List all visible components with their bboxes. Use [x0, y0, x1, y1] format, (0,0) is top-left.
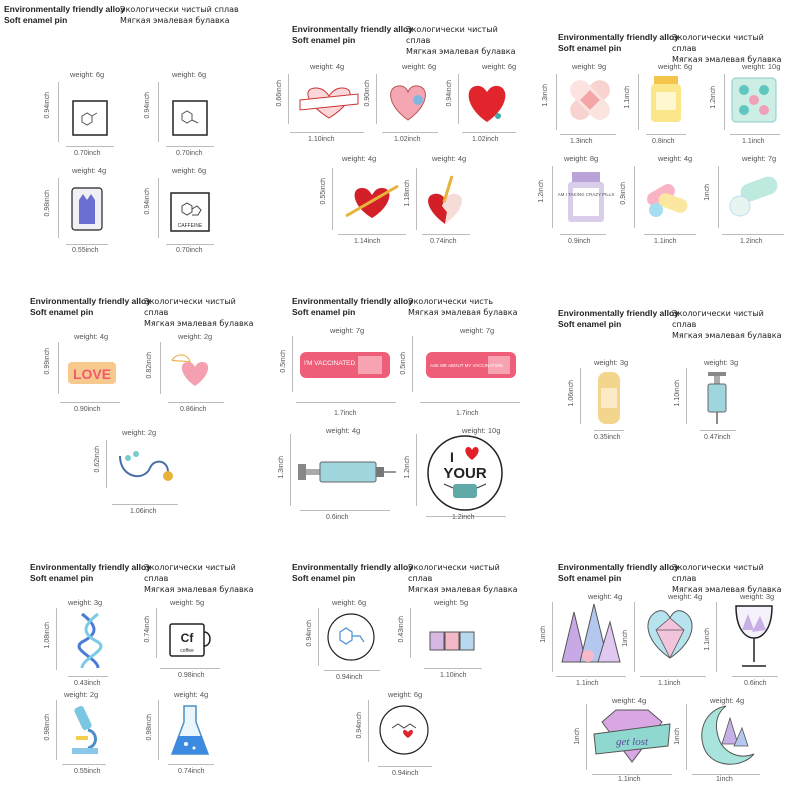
height-label: 0.98inch	[146, 714, 153, 741]
width-label: 0.94inch	[392, 770, 419, 777]
weight-label: weight: 10g	[742, 62, 781, 71]
width-dim-line	[60, 402, 120, 403]
weight-label: weight: 4g	[326, 426, 361, 435]
weight-label: weight: 4g	[612, 696, 647, 705]
height-label: 0.90inch	[364, 80, 371, 107]
height-dim-line	[686, 704, 687, 770]
height-dim-line	[58, 82, 59, 142]
stethoscope-icon	[114, 448, 176, 486]
height-dim-line	[416, 168, 417, 230]
svg-text:CAFFEINE: CAFFEINE	[177, 223, 203, 229]
weight-label: weight: 3g	[68, 598, 103, 607]
height-dim-line	[412, 336, 413, 392]
height-label: 0.43inch	[398, 616, 405, 643]
width-dim-line	[168, 764, 214, 765]
height-dim-line	[158, 82, 159, 142]
height-dim-line	[458, 74, 459, 124]
weight-label: weight: 3g	[594, 358, 629, 367]
height-label: 1inch	[540, 626, 547, 643]
height-dim-line	[634, 602, 635, 672]
panel-header-en: Environmentally friendly alloy Soft enamel pin	[292, 562, 413, 583]
product-panel-7	[0, 536, 254, 790]
height-label: 0.94inch	[356, 712, 363, 739]
width-dim-line	[66, 146, 114, 147]
height-dim-line	[106, 440, 107, 488]
panel-header-ru: Экологически чистый сплав Мягкая эмалевая булавка	[408, 563, 518, 594]
width-dim-line	[560, 234, 606, 235]
width-dim-line	[324, 670, 380, 671]
height-dim-line	[158, 178, 159, 238]
width-dim-line	[382, 132, 438, 133]
molecule-heart-icon	[378, 704, 430, 756]
width-dim-line	[68, 676, 108, 677]
flask-icon	[170, 704, 210, 758]
height-dim-line	[580, 368, 581, 424]
svg-text:I: I	[450, 449, 454, 465]
height-dim-line	[318, 608, 319, 666]
width-dim-line	[730, 134, 780, 135]
dna-icon	[76, 612, 104, 670]
product-panel-2	[266, 0, 520, 254]
crystal-cluster-icon	[558, 602, 622, 668]
height-label: 0.94inch	[306, 620, 313, 647]
capsule-icon	[726, 176, 782, 220]
pill-bottle-icon	[648, 74, 684, 124]
width-label: 0.70inch	[74, 150, 101, 157]
width-dim-line	[420, 402, 520, 403]
panel-header-en: Environmentally friendly alloy Soft enamel pin	[558, 32, 679, 53]
weight-label: weight: 4g	[310, 62, 345, 71]
syringe-icon	[296, 456, 396, 488]
weight-label: weight: 6g	[658, 62, 693, 71]
height-label: 0.94inch	[144, 92, 151, 119]
width-dim-line	[732, 676, 778, 677]
coffee-cup-icon	[166, 622, 214, 658]
product-panel-5	[270, 270, 524, 524]
height-dim-line	[552, 602, 553, 672]
vaccinated-bandage-icon	[298, 350, 392, 380]
weight-label: weight: 4g	[588, 592, 623, 601]
weight-label: weight: 7g	[330, 326, 365, 335]
width-label: 0.35inch	[594, 434, 621, 441]
width-label: 0.74inch	[178, 768, 205, 775]
height-label: 0.98inch	[44, 190, 51, 217]
width-label: 0.9inch	[568, 238, 591, 245]
width-label: 1.1inch	[576, 680, 599, 687]
winged-heart-icon	[170, 350, 220, 390]
small-bandage-icon	[596, 370, 622, 426]
crystal-moon-icon	[692, 704, 760, 768]
width-label: 0.43inch	[74, 680, 101, 687]
height-dim-line	[634, 166, 635, 228]
width-dim-line	[62, 764, 106, 765]
panel-header-en: Environmentally friendly alloy Soft enamel pin	[292, 24, 413, 45]
height-label: 1inch	[574, 728, 581, 745]
width-label: 0.55inch	[74, 768, 101, 775]
pill-jar-icon	[557, 170, 615, 224]
weight-label: weight: 2g	[64, 690, 99, 699]
height-label: 0.9inch	[620, 182, 627, 205]
width-label: 1.10inch	[440, 672, 467, 679]
width-label: 1.7inch	[456, 410, 479, 417]
height-dim-line	[416, 434, 417, 506]
weight-label: weight: 3g	[740, 592, 775, 601]
width-label: 0.74inch	[430, 238, 457, 245]
width-label: 1.02inch	[472, 136, 499, 143]
height-dim-line	[58, 342, 59, 394]
width-dim-line	[166, 244, 214, 245]
panel-header-en: Environmentally friendly alloy Soft enamel pin	[558, 562, 679, 583]
height-dim-line	[556, 74, 557, 130]
width-label: 1.10inch	[308, 136, 335, 143]
height-label: 1.2inch	[404, 456, 411, 479]
width-label: 1.2inch	[740, 238, 763, 245]
height-label: 0.62inch	[94, 446, 101, 473]
pink-heart-icon	[384, 80, 432, 124]
weight-label: weight: 6g	[332, 598, 367, 607]
panel-header-ru: Экологически чистый сплав Мягкая эмалевая булавка	[144, 563, 254, 594]
height-label: 0.74inch	[144, 616, 151, 643]
height-label: 1.2inch	[710, 86, 717, 109]
panel-header-ru: Экологически чистый сплав Мягкая эмалевая булавка	[672, 563, 782, 594]
panel-header-ru: Экологически чистый сплав Мягкая эмалевая булавка	[120, 5, 239, 25]
width-dim-line	[640, 676, 706, 677]
width-dim-line	[560, 134, 616, 135]
get-lost-diamond-icon	[592, 706, 672, 766]
width-label: 1.2inch	[452, 514, 475, 521]
molecule-frame-icon	[172, 100, 208, 136]
product-panel-6	[536, 270, 790, 524]
height-label: 1inch	[704, 184, 711, 201]
pills-icon	[642, 176, 692, 220]
weight-label: weight: 4g	[668, 592, 703, 601]
width-label: 1inch	[716, 776, 733, 783]
svg-text:YOUR: YOUR	[443, 465, 487, 482]
width-label: 0.47inch	[704, 434, 731, 441]
height-dim-line	[376, 74, 377, 124]
width-dim-line	[338, 234, 406, 235]
height-label: 0.99inch	[44, 348, 51, 375]
width-dim-line	[66, 244, 108, 245]
ask-vaccination-bandage-icon	[424, 350, 518, 380]
height-dim-line	[158, 700, 159, 760]
width-label: 0.70inch	[176, 247, 203, 254]
weight-label: weight: 6g	[482, 62, 517, 71]
panel-header-en: Environmentally friendly alloy Soft enamel pin	[30, 562, 151, 583]
product-panel-9	[536, 536, 790, 790]
width-dim-line	[168, 402, 224, 403]
panel-header-ru: Экологически чистый сплав Мягкая эмалевая булавка	[144, 297, 254, 328]
width-label: 0.98inch	[178, 672, 205, 679]
love-your-mask-icon	[426, 434, 504, 512]
height-label: 1.1inch	[704, 628, 711, 651]
height-label: 0.94inch	[44, 92, 51, 119]
width-label: 1.1inch	[742, 138, 765, 145]
ribbon-heart-icon	[296, 82, 362, 122]
panel-header-ru: Экологически чистый сплав Мягкая эмалевая булавка	[672, 33, 782, 64]
height-label: 0.55inch	[320, 178, 327, 205]
width-label: 0.55inch	[72, 247, 99, 254]
height-label: 1.3inch	[278, 456, 285, 479]
height-label: 1.3inch	[542, 84, 549, 107]
width-label: 0.86inch	[180, 406, 207, 413]
panel-header-en: Environmentally friendly alloy Soft enamel pin	[30, 296, 151, 317]
height-dim-line	[56, 608, 57, 670]
height-dim-line	[552, 166, 553, 228]
panel-header-ru: Экологически чисть Мягкая эмалевая булавка	[408, 297, 518, 317]
svg-text:Cf: Cf	[180, 631, 194, 645]
pill-pack-icon	[730, 76, 778, 124]
panel-header-en: Environmentally friendly alloy Soft enamel pin	[558, 308, 679, 329]
weight-label: weight: 6g	[402, 62, 437, 71]
weight-label: weight: 6g	[172, 70, 207, 79]
weight-label: weight: 5g	[434, 598, 469, 607]
height-label: 1inch	[674, 728, 681, 745]
weight-label: weight: 10g	[462, 426, 501, 435]
height-dim-line	[410, 608, 411, 658]
height-label: 0.66inch	[276, 80, 283, 107]
height-label: 0.82inch	[146, 352, 153, 379]
height-label: 1.1inch	[624, 86, 631, 109]
height-dim-line	[156, 608, 157, 658]
svg-text:LOVE: LOVE	[72, 366, 112, 382]
height-dim-line	[292, 336, 293, 392]
height-dim-line	[368, 700, 369, 762]
width-dim-line	[700, 430, 736, 431]
molecule-frame-icon	[72, 100, 108, 136]
width-dim-line	[422, 234, 470, 235]
height-label: 0.94inch	[144, 188, 151, 215]
width-dim-line	[644, 234, 696, 235]
weight-label: weight: 7g	[742, 154, 777, 163]
bandage-icon	[564, 74, 616, 126]
height-label: 1.06inch	[568, 380, 575, 407]
weight-label: weight: 9g	[572, 62, 607, 71]
height-label: 0.94inch	[446, 80, 453, 107]
element-blocks-icon	[428, 628, 478, 654]
height-dim-line	[686, 368, 687, 424]
width-dim-line	[296, 402, 396, 403]
width-label: 1.1inch	[658, 680, 681, 687]
panel-header-en: Environmentally friendly alloy Soft enamel pin	[4, 4, 125, 25]
height-label: 0.5inch	[400, 352, 407, 375]
width-dim-line	[166, 146, 214, 147]
height-label: 1inch	[622, 630, 629, 647]
broken-heart-icon	[422, 172, 468, 230]
caffeine-molecule-icon	[170, 192, 210, 232]
product-panel-1	[0, 0, 254, 254]
width-label: 0.94inch	[336, 674, 363, 681]
width-dim-line	[462, 132, 516, 133]
height-label: 0.98inch	[44, 714, 51, 741]
weight-label: weight: 6g	[388, 690, 423, 699]
weight-label: weight: 4g	[658, 154, 693, 163]
height-label: 1.18inch	[404, 180, 411, 207]
height-dim-line	[716, 602, 717, 672]
height-label: 1.2inch	[538, 180, 545, 203]
weight-label: weight: 6g	[172, 166, 207, 175]
panel-header-ru: Экологически чистый сплав Мягкая эмалевая булавка	[406, 25, 516, 56]
height-dim-line	[724, 74, 725, 130]
width-label: 1.02inch	[394, 136, 421, 143]
microscope-icon	[68, 702, 102, 758]
width-dim-line	[594, 430, 624, 431]
height-dim-line	[586, 704, 587, 770]
width-label: 0.90inch	[74, 406, 101, 413]
product-panel-3	[536, 0, 790, 254]
width-label: 1.06inch	[130, 508, 157, 515]
product-panel-8	[270, 536, 524, 790]
height-dim-line	[332, 168, 333, 230]
width-label: 0.6inch	[326, 514, 349, 521]
width-dim-line	[424, 668, 482, 669]
panel-header-en: Environmentally friendly alloy Soft enamel pin	[292, 296, 413, 317]
height-label: 1.10inch	[674, 380, 681, 407]
weight-label: weight: 5g	[170, 598, 205, 607]
heart-dagger-icon	[342, 180, 402, 222]
weight-label: weight: 6g	[70, 70, 105, 79]
width-label: 1.14inch	[354, 238, 381, 245]
small-syringe-icon	[702, 370, 732, 426]
weight-label: weight: 4g	[432, 154, 467, 163]
svg-text:I'M VACCINATED: I'M VACCINATED	[304, 360, 356, 367]
weight-label: weight: 4g	[72, 166, 107, 175]
height-dim-line	[160, 342, 161, 394]
weight-label: weight: 4g	[710, 696, 745, 705]
width-dim-line	[692, 774, 760, 775]
weight-label: weight: 2g	[178, 332, 213, 341]
width-dim-line	[300, 510, 390, 511]
svg-text:coffee: coffee	[180, 648, 194, 654]
height-dim-line	[288, 74, 289, 124]
width-label: 1.1inch	[654, 238, 677, 245]
width-dim-line	[112, 504, 178, 505]
width-label: 0.8inch	[652, 138, 675, 145]
width-dim-line	[722, 234, 784, 235]
width-label: 1.1inch	[618, 776, 641, 783]
height-label: 0.5inch	[280, 350, 287, 373]
svg-text:ASK ME ABOUT MY VACCINATION: ASK ME ABOUT MY VACCINATION	[430, 363, 503, 368]
width-label: 1.7inch	[334, 410, 357, 417]
weight-label: weight: 4g	[342, 154, 377, 163]
height-dim-line	[718, 166, 719, 228]
height-dim-line	[58, 178, 59, 238]
width-label: 0.70inch	[176, 150, 203, 157]
width-dim-line	[290, 132, 364, 133]
love-text-icon	[66, 358, 118, 388]
weight-label: weight: 2g	[122, 428, 157, 437]
red-heart-icon	[462, 80, 512, 126]
width-dim-line	[592, 774, 672, 775]
svg-text:get lost: get lost	[615, 736, 649, 748]
product-panel-4	[0, 270, 254, 524]
height-dim-line	[638, 74, 639, 130]
weight-label: weight: 8g	[564, 154, 599, 163]
width-label: 1.3inch	[570, 138, 593, 145]
height-label: 1.08inch	[44, 622, 51, 649]
weight-label: weight: 7g	[460, 326, 495, 335]
blue-cat-icon	[70, 186, 104, 232]
molecule-circle-icon	[326, 612, 376, 662]
gem-heart-icon	[640, 604, 700, 662]
width-label: 0.6inch	[744, 680, 767, 687]
crystal-glass-icon	[732, 602, 776, 670]
weight-label: weight: 3g	[704, 358, 739, 367]
weight-label: weight: 4g	[74, 332, 109, 341]
weight-label: weight: 4g	[174, 690, 209, 699]
svg-text:AM I TAKING CRAZY PILLS: AM I TAKING CRAZY PILLS	[557, 192, 615, 197]
width-dim-line	[378, 766, 432, 767]
height-dim-line	[56, 700, 57, 760]
width-dim-line	[556, 676, 626, 677]
height-dim-line	[290, 434, 291, 506]
width-dim-line	[646, 134, 686, 135]
panel-header-ru: Экологически чистый сплав Мягкая эмалевая булавка	[672, 309, 782, 340]
width-dim-line	[160, 668, 220, 669]
